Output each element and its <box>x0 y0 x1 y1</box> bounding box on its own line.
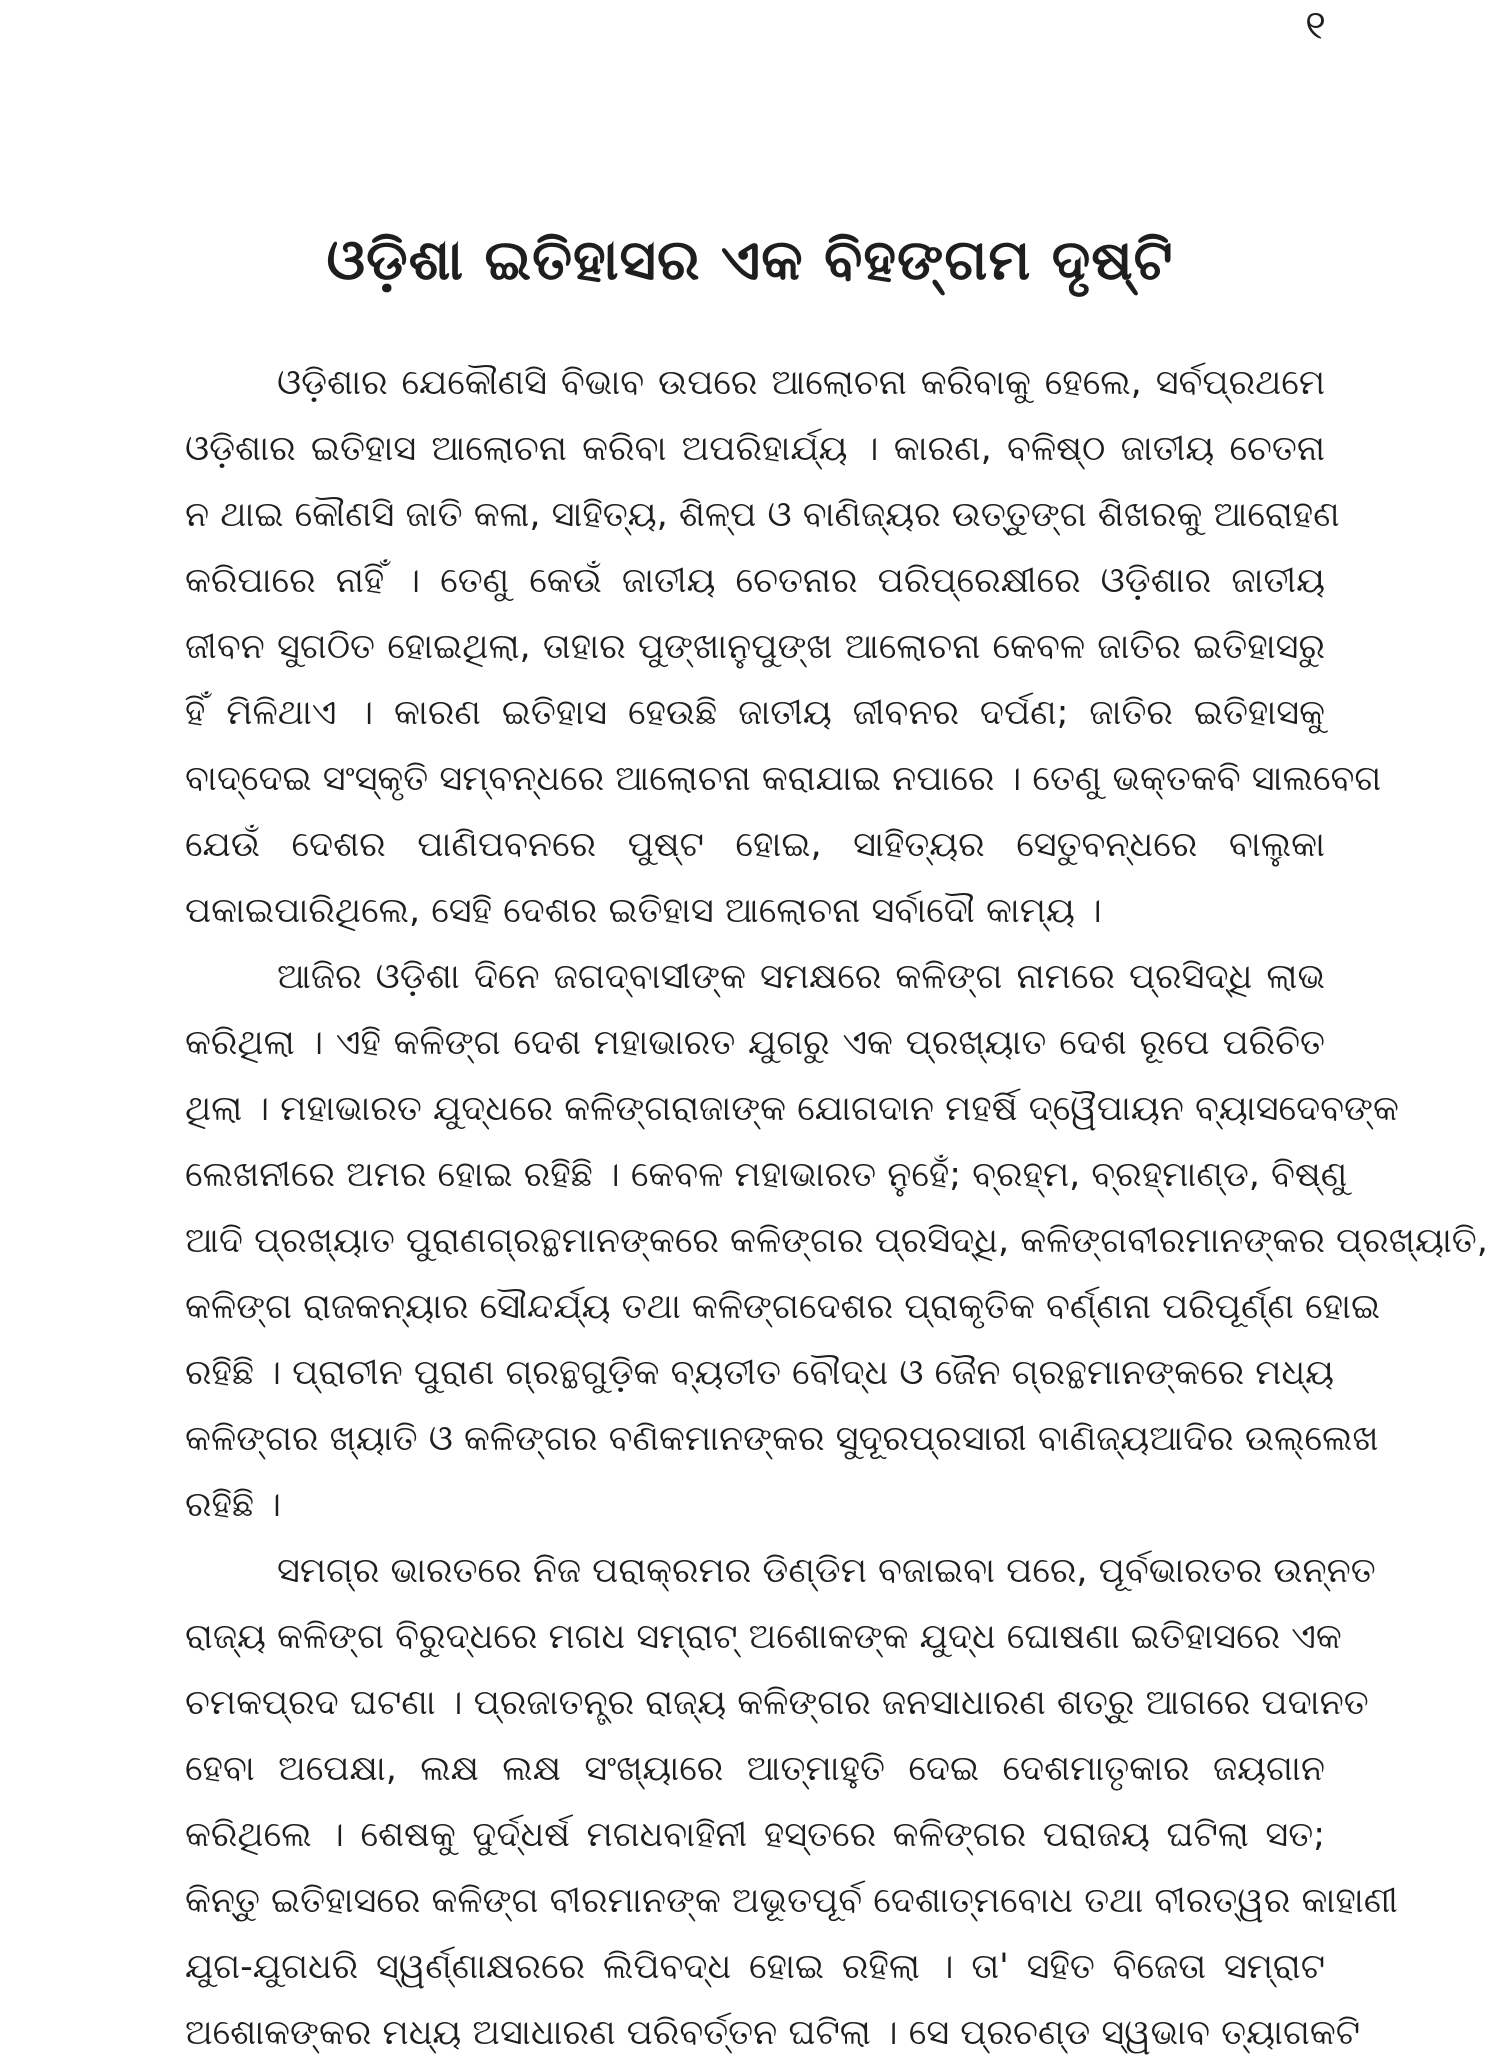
text-line: ଲେଖନୀରେ ଅମର ହୋଇ ରହିଛି । କେବଳ ମହାଭାରତ ନୁହେଁ; ବ୍ରହ୍ମ, ବ୍ରହ୍ମାଣ୍ଡ, ବିଷ୍ଣୁ <box>185 1155 1348 1195</box>
text-line: ଯେଉଁ ଦେଶର ପାଣିପବନରେ ପୁଷ୍ଟ ହୋଇ, ସାହିତ୍ୟର ସେତୁବନ୍ଧରେ ବାଲୁକା <box>185 825 1325 865</box>
text-line: ରହିଛି । ପ୍ରାଚୀନ ପୁରାଣ ଗ୍ରନ୍ଥଗୁଡ଼ିକ ବ୍ୟତୀତ ବୌଦ୍ଧ ଓ ଜୈନ ଗ୍ରନ୍ଥମାନଙ୍କରେ ମଧ୍ୟ <box>185 1353 1335 1393</box>
text-line: କଳିଙ୍ଗ ରାଜକନ୍ୟାର ସୌନ୍ଦର୍ଯ୍ୟ ତଥା କଳିଙ୍ଗଦେଶର ପ୍ରାକୃତିକ ବର୍ଣ୍ଣନା ପରିପୂର୍ଣ୍ଣ ହୋଇ <box>185 1287 1381 1327</box>
text-line: ରାଜ୍ୟ କଳିଙ୍ଗ ବିରୁଦ୍ଧରେ ମଗଧ ସମ୍ରାଟ୍ ଅଶୋକଙ୍କ ଯୁଦ୍ଧ ଘୋଷଣା ଇତିହାସରେ ଏକ <box>185 1617 1342 1657</box>
text-line: ଚମକପ୍ରଦ ଘଟଣା । ପ୍ରଜାତନ୍ତ୍ର ରାଜ୍ୟ କଳିଙ୍ଗର ଜନସାଧାରଣ ଶତ୍ରୁ ଆଗରେ ପଦାନତ <box>185 1683 1369 1723</box>
text-line: ନ ଥାଇ କୌଣସି ଜାତି କଳା, ସାହିତ୍ୟ, ଶିଳ୍ପ ଓ ବାଣିଜ୍ୟର ଉତ୍ତୁଙ୍ଗ ଶିଖରକୁ ଆରୋହଣ <box>185 495 1340 535</box>
text-line: କଳିଙ୍ଗର ଖ୍ୟାତି ଓ କଳିଙ୍ଗର ବଣିକମାନଙ୍କର ସୁଦୂରପ୍ରସାରୀ ବାଣିଜ୍ୟଆଦିର ଉଲ୍ଲେଖ <box>185 1419 1379 1459</box>
text-line: କରିଥିଲା । ଏହି କଳିଙ୍ଗ ଦେଶ ମହାଭାରତ ଯୁଗରୁ ଏକ ପ୍ରଖ୍ୟାତ ଦେଶ ରୂପେ ପରିଚିତ <box>185 1023 1325 1063</box>
paragraph <box>185 1538 1398 2066</box>
paragraph <box>185 944 1488 1538</box>
body-text <box>185 350 1488 2066</box>
text-line: ଆଜିର ଓଡ଼ିଶା ଦିନେ ଜଗଦ୍‌ବାସୀଙ୍କ ସମକ୍ଷରେ କଳିଙ୍ଗ ନାମରେ ପ୍ରସିଦ୍ଧି ଲାଭ <box>277 957 1325 997</box>
chapter-title: ଓଡ଼ିଶା ଇତିହାସର ଏକ ବିହଙ୍ଗମ ଦୃଷ୍ଟି <box>326 228 1174 293</box>
text-line: ଓଡ଼ିଶାର ଇତିହାସ ଆଲୋଚନା କରିବା ଅପରିହାର୍ଯ୍ୟ । କାରଣ, ବଳିଷ୍ଠ ଜାତୀୟ ଚେତନା <box>185 429 1325 469</box>
text-line: କରିଥିଲେ । ଶେଷକୁ ଦୁର୍ଦ୍ଧର୍ଷ ମଗଧବାହିନୀ ହସ୍ତରେ କଳିଙ୍ଗର ପରାଜୟ ଘଟିଲା ସତ; <box>185 1815 1325 1855</box>
text-line: ବାଦ୍‌ଦେଇ ସଂସ୍କୃତି ସମ୍ବନ୍ଧରେ ଆଲୋଚନା କରାଯାଇ ନପାରେ । ତେଣୁ ଭକ୍ତକବି ସାଲବେଗ <box>185 759 1382 799</box>
text-line: ଅଶୋକଙ୍କର ମଧ୍ୟ ଅସାଧାରଣ ପରିବର୍ତ୍ତନ ଘଟିଲା । ସେ ପ୍ରଚଣ୍ଡ ସ୍ୱଭାବ ତ୍ୟାଗକଟି <box>185 2013 1360 2053</box>
page-number: ୧ <box>1305 3 1326 49</box>
text-line: ସମଗ୍ର ଭାରତରେ ନିଜ ପରାକ୍ରମର ଡିଣ୍ଡିମ ବଜାଇବା ପରେ, ପୂର୍ବଭାରତର ଉନ୍ନତ <box>277 1551 1376 1591</box>
text-line: ଥିଲା । ମହାଭାରତ ଯୁଦ୍ଧରେ କଳିଙ୍ଗରାଜାଙ୍କ ଯୋଗଦାନ ମହର୍ଷି ଦ୍ୱୈପାୟନ ବ୍ୟାସଦେବଙ୍କ <box>185 1089 1399 1129</box>
text-line: ହେବା ଅପେକ୍ଷା, ଲକ୍ଷ ଲକ୍ଷ ସଂଖ୍ୟାରେ ଆତ୍ମାହୁତି ଦେଇ ଦେଶମାତୃକାର ଜୟଗାନ <box>185 1749 1325 1789</box>
text-line: କିନ୍ତୁ ଇତିହାସରେ କଳିଙ୍ଗ ବୀରମାନଙ୍କ ଅଭୂତପୂର୍ବ ଦେଶାତ୍ମବୋଧ ତଥା ବୀରତ୍ୱର କାହାଣୀ <box>185 1881 1398 1921</box>
text-line: ଓଡ଼ିଶାର ଯେକୌଣସି ବିଭାବ ଉପରେ ଆଲୋଚନା କରିବାକୁ ହେଲେ, ସର୍ବପ୍ରଥମେ <box>277 363 1325 403</box>
text-line: ପକାଇପାରିଥିଲେ, ସେହି ଦେଶର ଇତିହାସ ଆଲୋଚନା ସର୍ବାଦୌ କାମ୍ୟ । <box>185 891 1102 931</box>
text-line: ହିଁ ମିଳିଥାଏ । କାରଣ ଇତିହାସ ହେଉଛି ଜାତୀୟ ଜୀବନର ଦର୍ପଣ; ଜାତିର ଇତିହାସକୁ <box>185 693 1325 733</box>
text-line: ଆଦି ପ୍ରଖ୍ୟାତ ପୁରାଣଗ୍ରନ୍ଥମାନଙ୍କରେ କଳିଙ୍ଗର ପ୍ରସିଦ୍ଧି, କଳିଙ୍ଗବୀରମାନଙ୍କର ପ୍ରଖ୍ୟାତି, <box>185 1221 1488 1261</box>
text-line: ଜୀବନ ସୁଗଠିତ ହୋଇଥିଲା, ତାହାର ପୁଙ୍ଖାନୁପୁଙ୍ଖ ଆଲୋଚନା କେବଳ ଜାତିର ଇତିହାସରୁ <box>185 627 1325 667</box>
text-line: କରିପାରେ ନାହିଁ । ତେଣୁ କେଉଁ ଜାତୀୟ ଚେତନାର ପରିପ୍ରେକ୍ଷୀରେ ଓଡ଼ିଶାର ଜାତୀୟ <box>185 561 1325 601</box>
text-line: ରହିଛି । <box>185 1485 282 1525</box>
text-line: ଯୁଗ-ଯୁଗଧରି ସ୍ୱର୍ଣ୍ଣାକ୍ଷରରେ ଲିପିବଦ୍ଧ ହୋଇ ରହିଲା । ତା' ସହିତ ବିଜେତା ସମ୍ରାଟ <box>185 1947 1325 1987</box>
paragraph <box>185 350 1382 944</box>
